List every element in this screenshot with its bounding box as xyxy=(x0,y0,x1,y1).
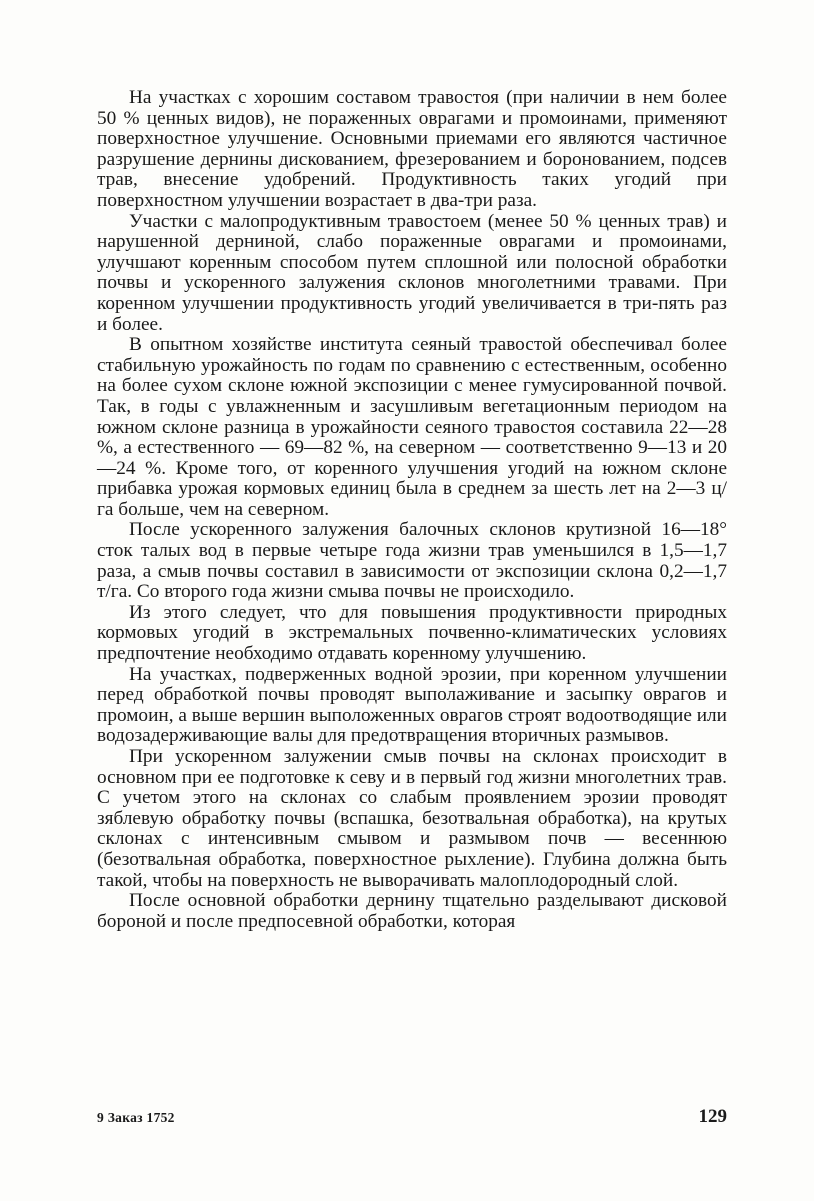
paragraph-radical-improvement: Участки с малопродуктивным травостоем (менее 50 % ценных трав) и нарушенной дерниной, слабо пораженные оврагами и промоинами, улучшают коренным способом путем сплошной или полосной обработки почвы и ускоренного залужения склонов многолетними травами. При коренном улучшении продуктивность угодий увеличивается в три-пять раз и более. xyxy=(97,210,727,335)
printer-signature: 9 Заказ 1752 xyxy=(97,1110,175,1125)
paragraph-soil-washout: При ускоренном залужении смыв почвы на склонах происходит в основном при ее подготовке к севу и в первый год жизни многолетних трав. С учетом этого на склонах со слабым проявлением эрозии проводят зяблевую обработку почвы (вспашка, безотвальная обработка), на крутых склонах с интенсивным смывом и размывом почв — весеннюю (безотвальная обработка, поверхностное рыхление). Глубина должна быть такой, чтобы на поверхность не выворачивать малоплодородный слой. xyxy=(97,746,727,891)
paragraph-experimental-farm: В опытном хозяйстве института сеяный травостой обеспечивал более стабильную урожайность по годам по сравнению с естественным, особенно на более сухом склоне южной экспозиции с менее гумусированной почвой. Так, в годы с увлажненным и засушливым вегетационным периодом на южном склоне разница в урожайности сеяного травостоя составила 22—28 %, а естественного — 69—82 %, на северном — соответственно 9—13 и 20—24 %. Кроме того, от коренного улучшения угодий на южном склоне прибавка урожая кормовых единиц была в среднем за шесть лет на 2—3 ц/га больше, чем на северном. xyxy=(97,334,727,520)
paragraph-surface-improvement: На участках с хорошим составом травостоя (при наличии в нем более 50 % ценных видов), не пораженных оврагами и промоинами, применяют поверхностное улучшение. Основными приемами его являются частичное разрушение дернины дискованием, фрезерованием и боронованием, подсев трав, внесение удобрений. Продуктивность таких угодий при поверхностном улучшении возрастает в два-три раза. xyxy=(97,87,727,211)
paragraph-water-erosion: На участках, подверженных водной эрозии, при коренном улучшении перед обработкой почвы проводят выполаживание и засыпку оврагов и промоин, а выше вершин выположенных оврагов строят водоотводящие или водозадерживающие валы для предотвращения вторичных размывов. xyxy=(97,663,727,747)
paragraph-accelerated-grassing: После ускоренного залужения балочных склонов крутизной 16—18° сток талых вод в первые четыре года жизни трав уменьшился в 1,5—1,7 раза, а смыв почвы составил в зависимости от экспозиции склона 0,2—1,7 т/га. Со второго года жизни смыва почвы не происходило. xyxy=(97,519,727,603)
page-footer xyxy=(97,1106,727,1130)
page-number: 129 xyxy=(698,1106,727,1127)
body-text xyxy=(97,88,727,932)
paragraph-conclusion: Из этого следует, что для повышения продуктивности природных кормовых угодий в экстремальных почвенно-климатических условиях предпочтение необходимо отдавать коренному улучшению. xyxy=(97,601,727,665)
paragraph-sod-processing: После основной обработки дернину тщательно разделывают дисковой бороной и после предпосевной обработки, которая xyxy=(97,890,727,932)
